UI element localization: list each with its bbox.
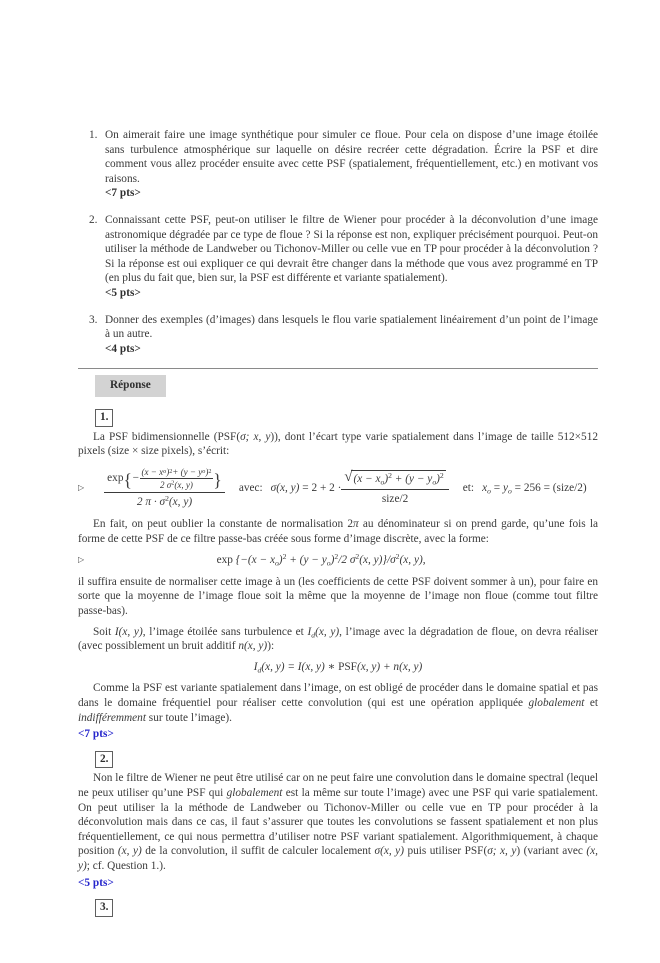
question-points: <7 pts> [105,187,141,200]
convolution-equation: $I_d(x$, y) = I(x, y) ∗ PSF(x, y) + n(x, y) [253,660,423,675]
sqrt-expression [344,470,445,487]
psf-denominator: 2 $\pi \cdot \sigma^2(x$, y) [136,494,193,509]
center-coordinates: $x_o = y_o = 256$ = (size/2) [482,481,587,496]
question-text: On aimerait faire une image synthétique pour simuler ce floue. Pour cela on dispose d’une image étoilée sans turbulence atmosphérique sur laquelle on désire recréer cette dégradation. Écrire la PSF et dire comment vous allez procéder ensuite avec cette PSF (spatialement, fréquentiellement, etc.) en motivant vos raisons. [105,129,598,185]
document-content [78,128,598,920]
answer-section-1 [78,409,598,742]
avec-label: avec: [238,481,263,494]
reponse-badge: Réponse [95,375,166,397]
sigma-fraction-denominator: size/2 [381,492,409,505]
question-number: 2. [89,213,98,226]
psf-fraction: exp { − (x − x o ) 2 + (y − y o ) 2 2 $\sigma^2(x$, y) } 2 $\pi \cdot \sigma^2(x$, y) [104,466,225,510]
section-divider [78,368,598,369]
answer1-paragraph-normalisation: En fait, on peut oublier la constante de normalisation 2π au dénominateur si on prend garde, qu’une fois la forme de cette PSF de ce filtre passe-bas créée sous forme d’image discrète, avec la forme: [78,518,599,545]
answer1-paragraph-psf-intro: La PSF bidimensionnelle (PSF(σ; x, y)), dont l’écart type varie spatialement dans l’image de taille 512×512 pixels (size × size pixels), s’écrit: [78,430,598,458]
sigma-fraction [341,469,448,506]
question-text: Connaissant cette PSF, peut-on utiliser le filtre de Wiener pour procéder à la déconvolution d’une image astronomique dégradée par ce type de floue ? Si la réponse est non, expliquer précisément pourquoi. Peut-on utiliser la méthode de Landweber ou Tichonov-Miller ou celle vue en TP pour procéder à la déconvolution ? Si la réponse est oui expliquer ce qui devrait être changer dans la méthode que vous avez programmé en TP (en plus du fait que, bien sur, la PSF est différente et variante spatialement). [105,213,598,285]
exponent-numerator: (x − x o ) 2 + (y − y o ) 2 [140,467,214,479]
answer-number-box-2: 2. [95,751,113,769]
exponent-denominator: 2 $\sigma^2(x$, y) [160,480,193,491]
exp-label: exp [107,472,124,485]
triangle-marker-icon: ▷ [78,555,85,565]
sqrt-radicand: $(x - x_o)^2 + (y - y_o)^2$ [353,471,444,487]
minus-sign: − [131,472,140,485]
psf-main-formula [78,466,598,510]
answer-section-2 [78,751,598,890]
psf-simplified-formula [78,553,598,568]
questions-list [78,128,598,356]
question-points: <4 pts> [105,342,141,355]
answer-section-3 [78,899,598,917]
simplified-formula-body: $\exp \{-(x - x_o)^2 + (y - y_o)^2/2$ $\sigma^2(x$, $y)\}/\sigma^2(x$, y), [216,552,426,568]
triangle-marker-icon: ▷ [78,482,85,492]
answer-number-box-3: 3. [95,899,113,917]
question-item-1 [78,128,598,201]
answer2-points: <5 pts> [78,876,114,889]
sigma-definition: σ(x, y) = 2 + 2 · [270,481,342,494]
answer1-paragraph-degradation: Soit I(x, y), l’image étoilée sans turbulence et $I_d(x$, y), l’image avec la dégradation de floue, on devra réaliser (avec possiblement un bruit additif n(x, y)): [78,625,599,653]
answer1-points: <7 pts> [78,728,114,741]
question-item-3 [78,313,598,357]
question-text: Donner des exemples (d’images) dans lesquels le flou varie spatialement linéairement d’un point de l’image à un autre. [105,313,598,341]
answer1-paragraph-sum-to-one: il suffira ensuite de normaliser cette image à un (les coefficients de cette PSF doivent sommer à un), pour faire en sorte que la moyenne de l’image floue soit la même que la moyenne de l’image non floue (comme tout filtre passe-bas). [78,575,598,618]
radical-icon: √ [344,469,353,486]
et-label: et: [462,481,475,494]
question-item-2 [78,213,598,301]
answer2-paragraph: Non le filtre de Wiener ne peut être utilisé car on ne peut faire une convolution dans le domaine spectral (lequel ne peux utiliser qu’une PSF qui globalement est la même sur toute l’image) avec une PSF qui varie spatialement. On peut utiliser la la méthode de Landweber ou Tichonov-Miller ou celle vue en TP pour procéder à la déconvolution mais dans ce cas, il faut s’assurer que toutes les convolutions se fassent spatialement et non plus fréquentiellement, ce qui nous permettra d’utiliser notre PSF variant spatialement. Algorithmiquement, à chaque position (x, y) de la convolution, il suffit de calculer localement σ(x, y) puis utiliser PSF(σ; x, y) (variant avec (x, y); cf. Question 1.). [78,772,598,872]
answer1-paragraph-spatial-domain: Comme la PSF est variante spatialement dans l’image, on est obligé de procéder dans le domaine spatial et pas dans le domaine fréquentiel pour réaliser cette convolution (qui est une opération appliquée globalement et indifféremment sur toute l’image). [78,682,598,724]
question-points: <5 pts> [105,286,141,299]
question-number: 1. [89,129,98,141]
gaussian-exponent-fraction [140,467,214,491]
answer-number-box-1: 1. [95,409,113,427]
question-number: 3. [89,313,98,326]
